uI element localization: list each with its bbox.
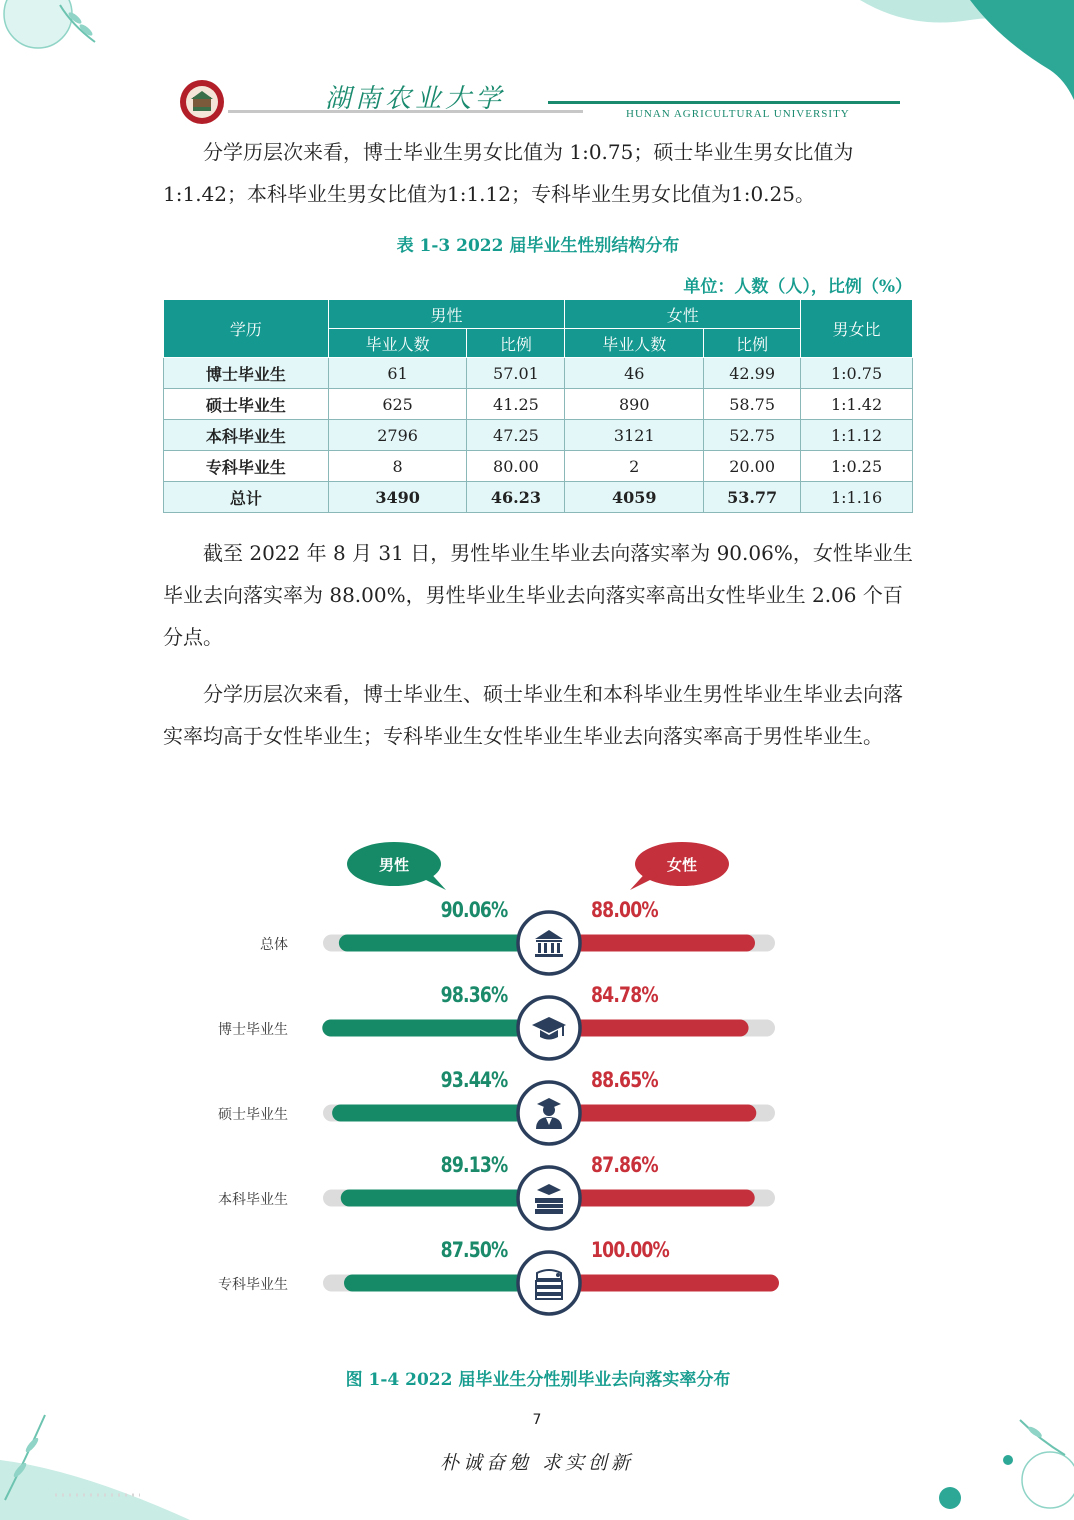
chart-row-bars: [314, 1163, 784, 1233]
pct-label-female: 84.78%: [591, 983, 658, 1007]
corner-decoration-top-left: [0, 0, 110, 60]
header-rule-right: [548, 101, 900, 104]
table-row: [164, 358, 913, 389]
table-row: [164, 389, 913, 420]
paragraph-overall-rate: 截至 2022 年 8 月 31 日，男性毕业生毕业去向落实率为 90.06%，女性毕业生毕业去向落实率为 88.00%，男性毕业生毕业去向落实率高出女性毕业生 2.06 个百分点。: [163, 541, 913, 649]
table-caption: 表 1-3 2022 届毕业生性别结构分布: [396, 236, 680, 256]
header-female-percent: 比例: [704, 329, 801, 358]
table-row-total: [164, 482, 913, 513]
paragraph-degree-rate: 分学历层次来看，博士毕业生、硕士毕业生和本科毕业生男性毕业生毕业去向落实率均高于女性毕业生；专科毕业生女性毕业生毕业去向落实率高于男性毕业生。: [163, 682, 903, 748]
cell-male-pct: 80.00: [467, 451, 565, 482]
corner-decoration-top-right: [850, 0, 1074, 110]
icon-ring: [518, 912, 580, 974]
cell-female-pct: 20.00: [704, 451, 801, 482]
pct-label-female: 88.65%: [591, 1068, 658, 1092]
bar-male: [322, 1020, 549, 1037]
legend-label-female: 女性: [666, 856, 697, 874]
category-label: 博士毕业生: [218, 1022, 288, 1038]
pct-label-female: 100.00%: [591, 1238, 669, 1262]
pct-label-male: 90.06%: [440, 898, 507, 922]
cell-ratio: 1:1.12: [801, 420, 913, 451]
university-name-cn: 湖南农业大学: [325, 84, 506, 114]
cell-male-count: 3490: [328, 482, 467, 513]
cell-ratio: 1:1.42: [801, 389, 913, 420]
cell-female-count: 46: [565, 358, 704, 389]
header-ratio: 男女比: [801, 300, 913, 358]
pct-label-female: 88.00%: [591, 898, 658, 922]
pct-label-male: 98.36%: [440, 983, 507, 1007]
cell-female-pct: 53.77: [704, 482, 801, 513]
header-male-count: 毕业人数: [328, 329, 467, 358]
cell-degree: 总计: [164, 482, 329, 513]
header-male-percent: 比例: [467, 329, 565, 358]
cell-female-pct: 42.99: [704, 358, 801, 389]
university-name-en: HUNAN AGRICULTURAL UNIVERSITY: [626, 108, 850, 120]
university-seal-logo: [179, 79, 225, 125]
pct-label-male: 93.44%: [440, 1068, 507, 1092]
pct-label-female: 87.86%: [591, 1153, 658, 1177]
category-label: 专科毕业生: [218, 1277, 288, 1293]
cell-male-pct: 57.01: [467, 358, 565, 389]
cell-degree: 本科毕业生: [164, 420, 329, 451]
cell-ratio: 1:0.25: [801, 451, 913, 482]
category-label: 总体: [260, 937, 288, 953]
header-female: 女性: [565, 300, 801, 329]
gender-structure-table: [163, 299, 913, 513]
footer-motto: 朴诚奋勉 求实创新: [439, 1452, 635, 1474]
cell-female-count: 4059: [565, 482, 704, 513]
bar-female: [549, 1275, 779, 1292]
cell-male-count: 2796: [328, 420, 467, 451]
cell-ratio: 1:0.75: [801, 358, 913, 389]
cell-female-count: 2: [565, 451, 704, 482]
paragraph-ratio: 分学历层次来看，博士毕业生男女比值为 1:0.75；硕士毕业生男女比值为1:1.42；本科毕业生男女比值为1:1.12；专科毕业生男女比值为1:0.25。: [163, 140, 854, 206]
figure-caption: 图 1-4 2022 届毕业生分性别毕业去向落实率分布: [345, 1370, 731, 1390]
cell-male-count: 8: [328, 451, 467, 482]
pct-label-male: 87.50%: [440, 1238, 507, 1262]
cell-degree: 博士毕业生: [164, 358, 329, 389]
cell-degree: 硕士毕业生: [164, 389, 329, 420]
category-label: 本科毕业生: [218, 1192, 288, 1208]
icon-ring: [518, 1252, 580, 1314]
legend-label-male: 男性: [378, 856, 409, 874]
chart-row-bars: [314, 908, 784, 978]
table-unit: 单位：人数（人），比例（%）: [683, 277, 912, 297]
category-label: 硕士毕业生: [218, 1107, 288, 1123]
cell-female-pct: 58.75: [704, 389, 801, 420]
header-female-count: 毕业人数: [565, 329, 704, 358]
cell-male-pct: 46.23: [467, 482, 565, 513]
header-male: 男性: [328, 300, 565, 329]
cell-male-count: 625: [328, 389, 467, 420]
chart-row-bars: [314, 1078, 784, 1148]
chart-row-bars: [314, 993, 784, 1063]
page-number: 7: [532, 1412, 542, 1428]
cell-female-count: 890: [565, 389, 704, 420]
chart-row-bars: [314, 1248, 784, 1318]
cell-female-pct: 52.75: [704, 420, 801, 451]
cell-male-count: 61: [328, 358, 467, 389]
pct-label-male: 89.13%: [440, 1153, 507, 1177]
cell-male-pct: 47.25: [467, 420, 565, 451]
header-degree: 学历: [164, 300, 329, 358]
cell-ratio: 1:1.16: [801, 482, 913, 513]
table-row: [164, 420, 913, 451]
cell-female-count: 3121: [565, 420, 704, 451]
cell-degree: 专科毕业生: [164, 451, 329, 482]
table-row: [164, 451, 913, 482]
cell-male-pct: 41.25: [467, 389, 565, 420]
